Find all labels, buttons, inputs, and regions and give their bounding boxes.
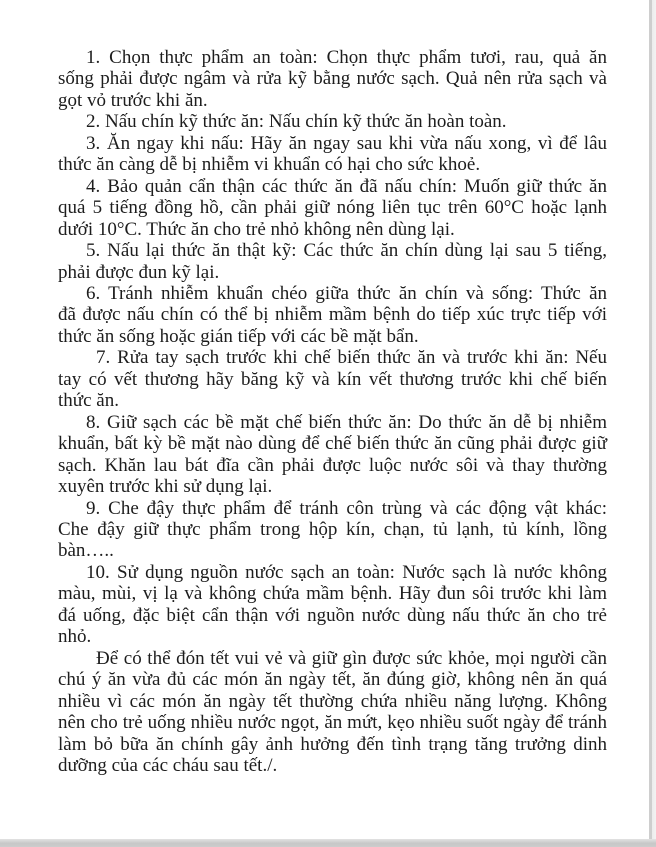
text-line: dưới 10°C. Thức ăn cho trẻ nhỏ không nên dùng lại. bbox=[58, 218, 455, 240]
paragraph bbox=[58, 240, 607, 283]
text-line: làm bỏ bữa ăn chính gây ảnh hưởng đến tình trạng tăng trưởng dinh bbox=[58, 733, 607, 755]
text-line: tay có vết thương hãy băng kỹ và kín vết thương trước khi chế biến bbox=[58, 368, 607, 390]
text-line: gọt vỏ trước khi ăn. bbox=[58, 89, 208, 111]
page-shadow-right bbox=[649, 0, 656, 840]
text-line: đã được nấu chín có thể bị nhiễm mầm bệnh do tiếp xúc trực tiếp với bbox=[58, 304, 607, 326]
text-line: thức ăn. bbox=[58, 390, 119, 412]
text-line: màu, mùi, vị lạ và không chứa mầm bệnh. Hãy đun sôi trước khi làm bbox=[58, 583, 607, 605]
text-line: 10. Sử dụng nguồn nước sạch an toàn: Nước sạch là nước không bbox=[86, 561, 607, 583]
text-line: 7. Rửa tay sạch trước khi chế biến thức ăn và trước khi ăn: Nếu bbox=[96, 347, 607, 369]
text-line: 1. Chọn thực phẩm an toàn: Chọn thực phẩm tươi, rau, quả ăn bbox=[86, 47, 607, 68]
text-line: 6. Tránh nhiễm khuẩn chéo giữa thức ăn chín và sống: Thức ăn bbox=[86, 282, 607, 304]
text-line: Che đậy giữ thực phẩm trong hộp kín, chạn, tủ lạnh, tủ kính, lồng bbox=[58, 518, 607, 540]
text-line: sống phải được ngâm và rửa kỹ bằng nước sạch. Quả nên rửa sạch và bbox=[58, 68, 607, 90]
text-line: quá 5 tiếng đồng hồ, cần phải giữ nóng liên tục trên 60°C hoặc lạnh bbox=[58, 197, 607, 219]
text-line: chú ý ăn vừa đủ các món ăn ngày tết, ăn đúng giờ, không nên ăn quá bbox=[58, 669, 607, 691]
text-line: dưỡng của các cháu sau tết./. bbox=[58, 754, 278, 776]
paragraph bbox=[58, 133, 607, 176]
paragraph bbox=[58, 347, 607, 411]
paragraph bbox=[58, 283, 607, 347]
paragraph bbox=[58, 47, 607, 111]
text-line: khuẩn, bất kỳ bề mặt nào dùng để chế biến thức ăn cũng phải được giữ bbox=[58, 433, 607, 455]
paragraph bbox=[58, 111, 607, 132]
text-line: thức ăn sống hoặc gián tiếp với các bề mặt bẩn. bbox=[58, 325, 419, 347]
text-line: 4. Bảo quản cẩn thận các thức ăn đã nấu chín: Muốn giữ thức ăn bbox=[86, 175, 607, 197]
text-line: Để có thể đón tết vui vẻ và giữ gìn được sức khỏe, mọi người cần bbox=[96, 647, 607, 669]
document-body bbox=[58, 47, 607, 776]
text-line: 8. Giữ sạch các bề mặt chế biến thức ăn: Do thức ăn dễ bị nhiễm bbox=[86, 411, 607, 433]
text-line: bàn….. bbox=[58, 540, 114, 562]
text-line: phải được đun kỹ lại. bbox=[58, 261, 220, 283]
paragraph bbox=[58, 648, 607, 777]
text-line: sạch. Khăn lau bát đĩa cần phải được luộc nước sôi và thay thường bbox=[58, 454, 607, 476]
text-line: 3. Ăn ngay khi nấu: Hãy ăn ngay sau khi vừa nấu xong, vì để lâu bbox=[86, 132, 607, 154]
text-line: xuyên trước khi sử dụng lại. bbox=[58, 476, 273, 498]
text-line: đá uống, đặc biệt cẩn thận với nguồn nước dùng nấu thức ăn cho trẻ bbox=[58, 604, 607, 626]
paragraph bbox=[58, 498, 607, 562]
page-shadow-bottom bbox=[0, 839, 656, 847]
text-line: nhỏ. bbox=[58, 626, 92, 648]
text-line: nhiều vì các món ăn ngày tết thường chứa nhiều năng lượng. Không bbox=[58, 690, 607, 712]
text-line: 9. Che đậy thực phẩm để tránh côn trùng và các động vật khác: bbox=[86, 497, 607, 519]
text-line: nên cho trẻ uống nhiều nước ngọt, ăn mứt, kẹo nhiều suốt ngày để tránh bbox=[58, 712, 607, 734]
text-line: thức ăn càng dễ bị nhiễm vi khuẩn có hại cho sức khoẻ. bbox=[58, 154, 481, 176]
paragraph bbox=[58, 176, 607, 240]
text-line: 2. Nấu chín kỹ thức ăn: Nấu chín kỹ thức ăn hoàn toàn. bbox=[86, 111, 507, 133]
paragraph bbox=[58, 562, 607, 648]
paragraph bbox=[58, 412, 607, 498]
text-line: 5. Nấu lại thức ăn thật kỹ: Các thức ăn chín dùng lại sau 5 tiếng, bbox=[86, 240, 607, 262]
